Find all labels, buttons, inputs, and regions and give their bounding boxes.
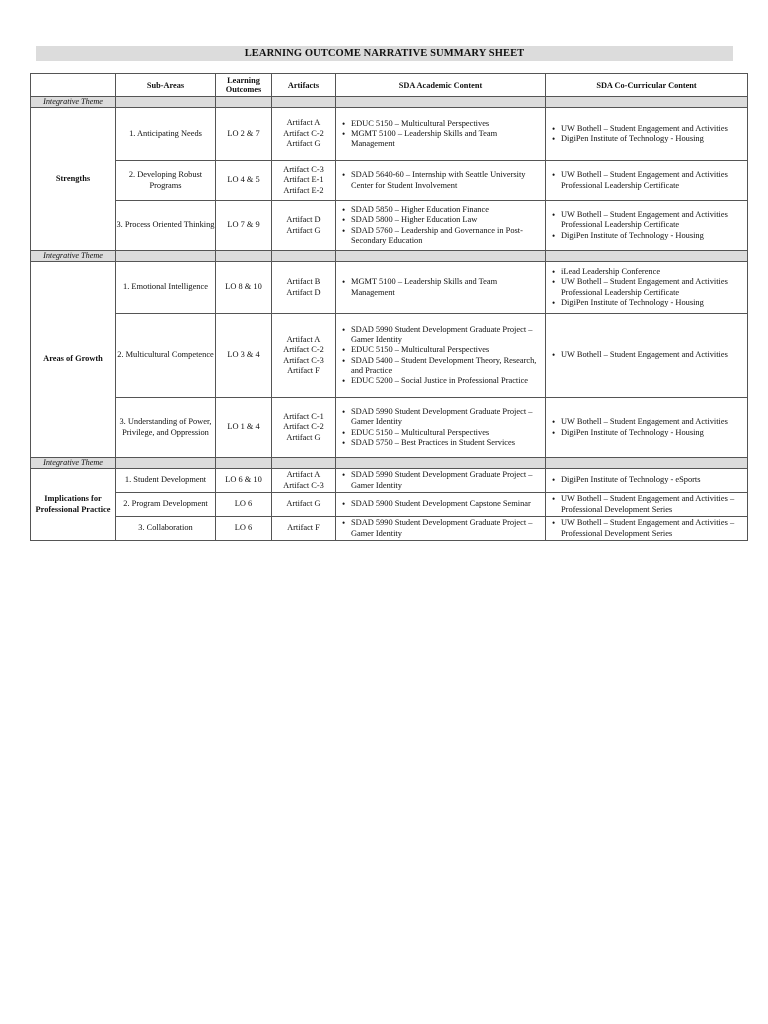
table-row (31, 314, 748, 398)
artifact-item: Artifact C-3 (283, 355, 324, 365)
academic-content-cell (336, 161, 546, 201)
table-row (31, 469, 748, 493)
academic-list (336, 170, 545, 191)
academic-content-cell (336, 469, 546, 493)
academic-list (336, 470, 545, 491)
sub-area-cell: 3. Process Oriented Thinking (116, 201, 216, 251)
header-learning-outcomes: Learning Outcomes (216, 74, 272, 97)
artifact-item: Artifact D (286, 215, 321, 224)
cocurricular-content-cell (546, 469, 748, 493)
academic-list (336, 499, 545, 509)
table-row (31, 262, 748, 314)
cocurricular-item: • UW Bothell – Student Engagement and Activities (552, 124, 743, 134)
learning-outcome-cell: LO 4 & 5 (216, 161, 272, 201)
cocurricular-item: • iLead Leadership Conference (552, 267, 743, 277)
cocurricular-item: • UW Bothell – Student Engagement and Activities Professional Leadership Certificate (552, 170, 743, 191)
section-heading: Strengths (31, 108, 116, 251)
sub-area-cell: 3. Understanding of Power, Privilege, and Oppression (116, 398, 216, 458)
learning-outcome-cell: LO 6 (216, 493, 272, 517)
artifact-item: Artifact A (286, 470, 321, 479)
cocurricular-item: • UW Bothell – Student Engagement and Activities (552, 350, 743, 360)
cocurricular-list (546, 124, 747, 145)
artifact-item: Artifact G (286, 499, 321, 509)
section-heading: Areas of Growth (31, 262, 116, 458)
integrative-theme-row (31, 251, 748, 262)
artifact-item: Artifact B (286, 277, 321, 286)
academic-course-item: • SDAD 5900 Student Development Capstone Seminar (342, 499, 541, 509)
theme-row-cell (272, 251, 336, 262)
theme-row-cell (216, 97, 272, 108)
table-body (31, 97, 748, 541)
table-row (31, 493, 748, 517)
header-sub-areas: Sub-Areas (116, 74, 216, 97)
integrative-theme-label: Integrative Theme (31, 251, 116, 262)
artifact-item: Artifact C-3 (283, 480, 324, 490)
cocurricular-list (546, 494, 747, 515)
academic-course-item: • EDUC 5200 – Social Justice in Professional Practice (342, 376, 541, 386)
table-row (31, 201, 748, 251)
academic-content-cell (336, 201, 546, 251)
table-row (31, 398, 748, 458)
integrative-theme-label: Integrative Theme (31, 97, 116, 108)
sub-area-cell: 2. Multicultural Competence (116, 314, 216, 398)
artifacts-cell (272, 517, 336, 541)
header-row (31, 74, 748, 97)
cocurricular-content-cell (546, 398, 748, 458)
academic-list (336, 205, 545, 246)
academic-course-item: • MGMT 5100 – Leadership Skills and Team Management (342, 129, 541, 150)
artifact-item: Artifact G (286, 432, 321, 442)
academic-content-cell (336, 314, 546, 398)
artifact-item: Artifact E-2 (283, 185, 324, 195)
sub-area-cell: 2. Program Development (116, 493, 216, 517)
artifacts-cell (272, 108, 336, 161)
learning-outcome-cell: LO 6 (216, 517, 272, 541)
artifact-item: Artifact A (286, 334, 321, 344)
theme-row-cell (116, 97, 216, 108)
learning-outcome-cell: LO 6 & 10 (216, 469, 272, 493)
cocurricular-list (546, 350, 747, 360)
cocurricular-item: • UW Bothell – Student Engagement and Activities – Professional Development Series (552, 518, 743, 539)
academic-course-item: • EDUC 5150 – Multicultural Perspectives (342, 119, 541, 129)
theme-row-cell (546, 97, 748, 108)
table-row (31, 108, 748, 161)
cocurricular-list (546, 170, 747, 191)
cocurricular-item: • UW Bothell – Student Engagement and Activities Professional Leadership Certificate (552, 277, 743, 298)
artifact-item: Artifact G (286, 225, 321, 235)
artifact-item: Artifact C-3 (283, 164, 324, 174)
cocurricular-list (546, 518, 747, 539)
cocurricular-item: • DigiPen Institute of Technology - Housing (552, 428, 743, 438)
learning-outcome-cell: LO 2 & 7 (216, 108, 272, 161)
theme-row-cell (272, 458, 336, 469)
cocurricular-content-cell (546, 161, 748, 201)
cocurricular-list (546, 475, 747, 485)
table-row (31, 161, 748, 201)
artifacts-cell (272, 201, 336, 251)
academic-list (336, 325, 545, 387)
academic-course-item: • MGMT 5100 – Leadership Skills and Team Management (342, 277, 541, 298)
artifacts-cell (272, 469, 336, 493)
learning-outcome-cell: LO 3 & 4 (216, 314, 272, 398)
artifacts-cell (272, 493, 336, 517)
theme-row-cell (272, 97, 336, 108)
sub-area-cell: 1. Student Development (116, 469, 216, 493)
academic-content-cell (336, 262, 546, 314)
academic-list (336, 407, 545, 448)
academic-course-item: • SDAD 5990 Student Development Graduate Project – Gamer Identity (342, 407, 541, 428)
artifact-item: Artifact C-2 (283, 345, 324, 354)
artifact-item: Artifact A (286, 118, 321, 128)
cocurricular-item: • UW Bothell – Student Engagement and Activities – Professional Development Series (552, 494, 743, 515)
sub-area-cell: 1. Anticipating Needs (116, 108, 216, 161)
academic-content-cell (336, 517, 546, 541)
cocurricular-item: • UW Bothell – Student Engagement and Activities Professional Leadership Certificate (552, 210, 743, 231)
integrative-theme-row (31, 458, 748, 469)
cocurricular-item: • DigiPen Institute of Technology - Housing (552, 231, 743, 241)
theme-row-cell (336, 251, 546, 262)
artifacts-cell (272, 398, 336, 458)
artifact-item: Artifact F (287, 366, 320, 375)
cocurricular-item: • DigiPen Institute of Technology - Housing (552, 298, 743, 308)
academic-course-item: • SDAD 5990 Student Development Graduate Project – Gamer Identity (342, 470, 541, 491)
cocurricular-list (546, 210, 747, 241)
sub-area-cell: 3. Collaboration (116, 517, 216, 541)
table-row (31, 517, 748, 541)
cocurricular-content-cell (546, 493, 748, 517)
academic-course-item: • SDAD 5750 – Best Practices in Student Services (342, 438, 541, 448)
cocurricular-content-cell (546, 262, 748, 314)
cocurricular-content-cell (546, 108, 748, 161)
artifacts-cell (272, 314, 336, 398)
academic-content-cell (336, 398, 546, 458)
theme-row-cell (546, 251, 748, 262)
sub-area-cell: 2. Developing Robust Programs (116, 161, 216, 201)
header-academic-content: SDA Academic Content (336, 74, 546, 97)
learning-outcome-cell: LO 1 & 4 (216, 398, 272, 458)
cocurricular-content-cell (546, 517, 748, 541)
artifact-item: Artifact C-1 (283, 411, 324, 421)
artifact-item: Artifact G (286, 139, 321, 149)
cocurricular-content-cell (546, 314, 748, 398)
learning-outcome-cell: LO 8 & 10 (216, 262, 272, 314)
theme-row-cell (216, 458, 272, 469)
cocurricular-content-cell (546, 201, 748, 251)
artifacts-cell (272, 161, 336, 201)
cocurricular-item: • DigiPen Institute of Technology - eSports (552, 475, 743, 485)
theme-row-cell (336, 97, 546, 108)
artifact-item: Artifact D (286, 287, 321, 297)
theme-row-cell (116, 251, 216, 262)
academic-list (336, 277, 545, 298)
integrative-theme-label: Integrative Theme (31, 458, 116, 469)
header-artifacts: Artifacts (272, 74, 336, 97)
artifact-item: Artifact C-2 (283, 128, 324, 138)
page-title: LEARNING OUTCOME NARRATIVE SUMMARY SHEET (36, 46, 733, 61)
academic-course-item: • EDUC 5150 – Multicultural Perspectives (342, 345, 541, 355)
academic-course-item: • SDAD 5990 Student Development Graduate Project – Gamer Identity (342, 518, 541, 539)
cocurricular-item: • UW Bothell – Student Engagement and Activities (552, 417, 743, 427)
theme-row-cell (546, 458, 748, 469)
academic-course-item: • SDAD 5800 – Higher Education Law (342, 215, 541, 225)
integrative-theme-row (31, 97, 748, 108)
theme-row-cell (216, 251, 272, 262)
cocurricular-item: • DigiPen Institute of Technology - Housing (552, 134, 743, 144)
theme-row-cell (336, 458, 546, 469)
academic-course-item: • SDAD 5760 – Leadership and Governance in Post-Secondary Education (342, 226, 541, 247)
academic-content-cell (336, 493, 546, 517)
academic-course-item: • SDAD 5400 – Student Development Theory, Research, and Practice (342, 356, 541, 377)
artifact-item: Artifact E-1 (283, 175, 324, 185)
header-cocurricular-content: SDA Co-Curricular Content (546, 74, 748, 97)
academic-course-item: • SDAD 5990 Student Development Graduate Project – Gamer Identity (342, 325, 541, 346)
learning-outcome-cell: LO 7 & 9 (216, 201, 272, 251)
academic-list (336, 119, 545, 150)
theme-row-cell (116, 458, 216, 469)
academic-course-item: • EDUC 5150 – Multicultural Perspectives (342, 428, 541, 438)
summary-table (30, 73, 748, 541)
cocurricular-list (546, 267, 747, 308)
artifact-item: Artifact C-2 (283, 422, 324, 432)
academic-list (336, 518, 545, 539)
cocurricular-list (546, 417, 747, 438)
sub-area-cell: 1. Emotional Intelligence (116, 262, 216, 314)
academic-course-item: • SDAD 5640-60 – Internship with Seattle University Center for Student Involvement (342, 170, 541, 191)
section-heading: Implications for Professional Practice (31, 469, 116, 541)
header-blank (31, 74, 116, 97)
artifacts-cell (272, 262, 336, 314)
academic-course-item: • SDAD 5850 – Higher Education Finance (342, 205, 541, 215)
artifact-item: Artifact F (287, 523, 320, 533)
academic-content-cell (336, 108, 546, 161)
